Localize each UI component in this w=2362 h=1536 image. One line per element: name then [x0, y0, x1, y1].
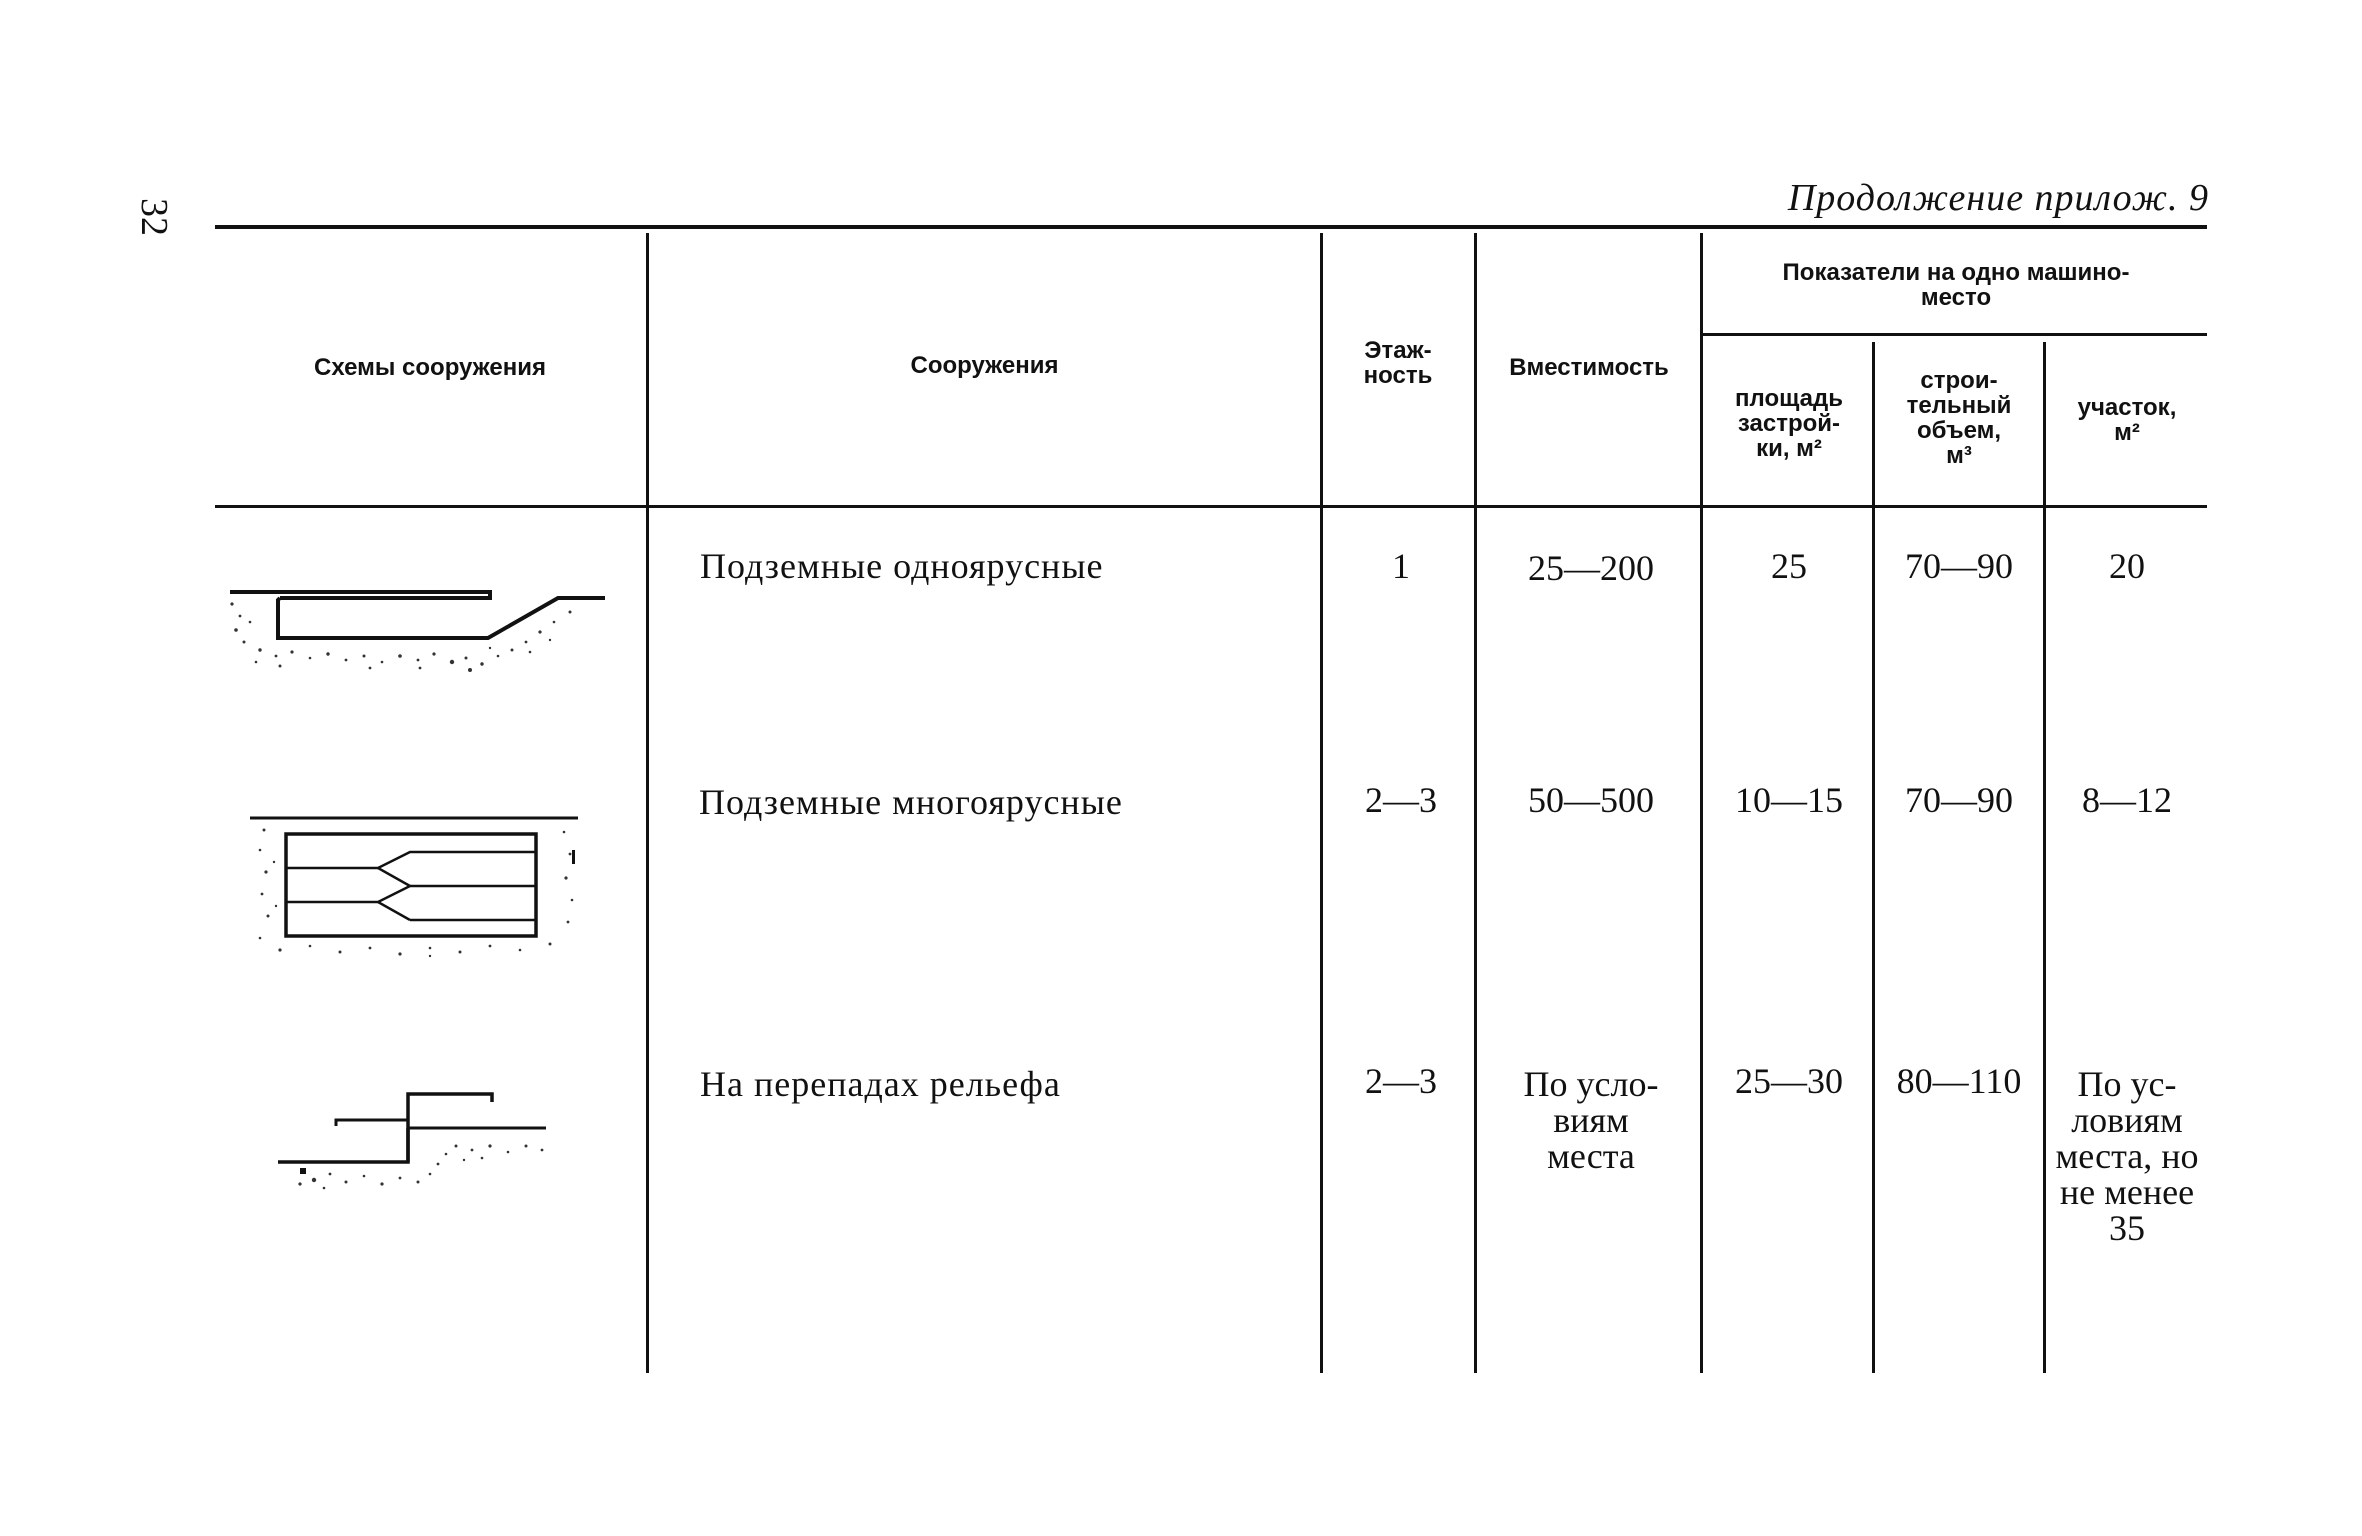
header-schemes: Схемы сооружения — [314, 354, 546, 381]
row1-floors: 1 — [1392, 546, 1410, 586]
row3-plot-line3: места, но — [2055, 1136, 2199, 1176]
header-area-line2: застрой- — [1737, 410, 1841, 437]
header-area-line1: площадь — [1735, 385, 1843, 412]
row2-capacity: 50—500 — [1528, 780, 1654, 820]
row2-area: 10—15 — [1735, 780, 1843, 820]
header-plot-line2: м² — [2114, 419, 2140, 446]
table-top-rule — [215, 225, 2207, 229]
row1-volume: 70—90 — [1905, 546, 2013, 586]
column-divider-2 — [1320, 233, 1323, 1373]
header-plot-line1: участок, — [2077, 394, 2177, 421]
header-capacity: Вместимость — [1509, 354, 1669, 381]
row1-structure-name: Подземные одноярусные — [700, 546, 1104, 586]
row3-capacity-line2: виям — [1553, 1100, 1629, 1140]
header-floors-line1: Этаж- — [1364, 337, 1432, 364]
row1-capacity: 25—200 — [1528, 548, 1654, 588]
header-indicators-line2: место — [1920, 284, 1992, 311]
row3-plot-line5: 35 — [2109, 1208, 2145, 1248]
header-volume — [1876, 368, 2042, 468]
header-area-line3: ки, м² — [1756, 435, 1822, 462]
header-area — [1706, 386, 1872, 461]
row2-floors: 2—3 — [1365, 780, 1437, 820]
column-divider-1 — [646, 233, 649, 1373]
header-plot — [2047, 395, 2207, 445]
header-indicators-line1: Показатели на одно машино- — [1782, 259, 2130, 286]
underground-single-tier-scheme-icon — [220, 570, 620, 680]
row2-plot: 8—12 — [2082, 780, 2172, 820]
row1-plot: 20 — [2109, 546, 2145, 586]
header-volume-line4: м³ — [1946, 442, 1972, 469]
row2-volume: 70—90 — [1905, 780, 2013, 820]
header-bottom-rule — [215, 505, 2207, 508]
terrain-slope-scheme-icon — [270, 1080, 560, 1200]
header-floors-line2: ность — [1363, 362, 1433, 389]
header-structures: Сооружения — [910, 352, 1059, 379]
page-number: 32 — [133, 198, 175, 236]
row3-structure-name: На перепадах рельефа — [700, 1064, 1061, 1104]
row3-capacity-line1: По усло- — [1523, 1064, 1659, 1104]
continuation-caption: Продолжение прилож. 9 — [1787, 177, 2209, 219]
header-volume-line2: тельный — [1906, 392, 2012, 419]
header-floors — [1323, 338, 1473, 388]
row2-structure-name: Подземные многоярусные — [699, 782, 1123, 822]
row3-capacity — [1480, 1066, 1702, 1174]
row1-area: 25 — [1771, 546, 1807, 586]
row3-volume: 80—110 — [1896, 1061, 2022, 1101]
row3-floors: 2—3 — [1365, 1061, 1437, 1101]
column-divider-6 — [2043, 342, 2046, 1373]
header-volume-line3: объем, — [1916, 417, 2002, 444]
row3-area: 25—30 — [1735, 1061, 1843, 1101]
indicators-subheader-rule — [1703, 333, 2207, 336]
row3-plot-line4: не менее — [2059, 1172, 2195, 1212]
row3-capacity-line3: места — [1547, 1136, 1635, 1176]
header-indicators — [1706, 260, 2206, 310]
header-volume-line1: строи- — [1920, 367, 1998, 394]
underground-multi-tier-scheme-icon — [250, 810, 590, 960]
row3-plot — [2047, 1066, 2207, 1246]
column-divider-5 — [1872, 342, 1875, 1373]
row3-plot-line2: ловиям — [2071, 1100, 2183, 1140]
row3-plot-line1: По ус- — [2077, 1064, 2177, 1104]
